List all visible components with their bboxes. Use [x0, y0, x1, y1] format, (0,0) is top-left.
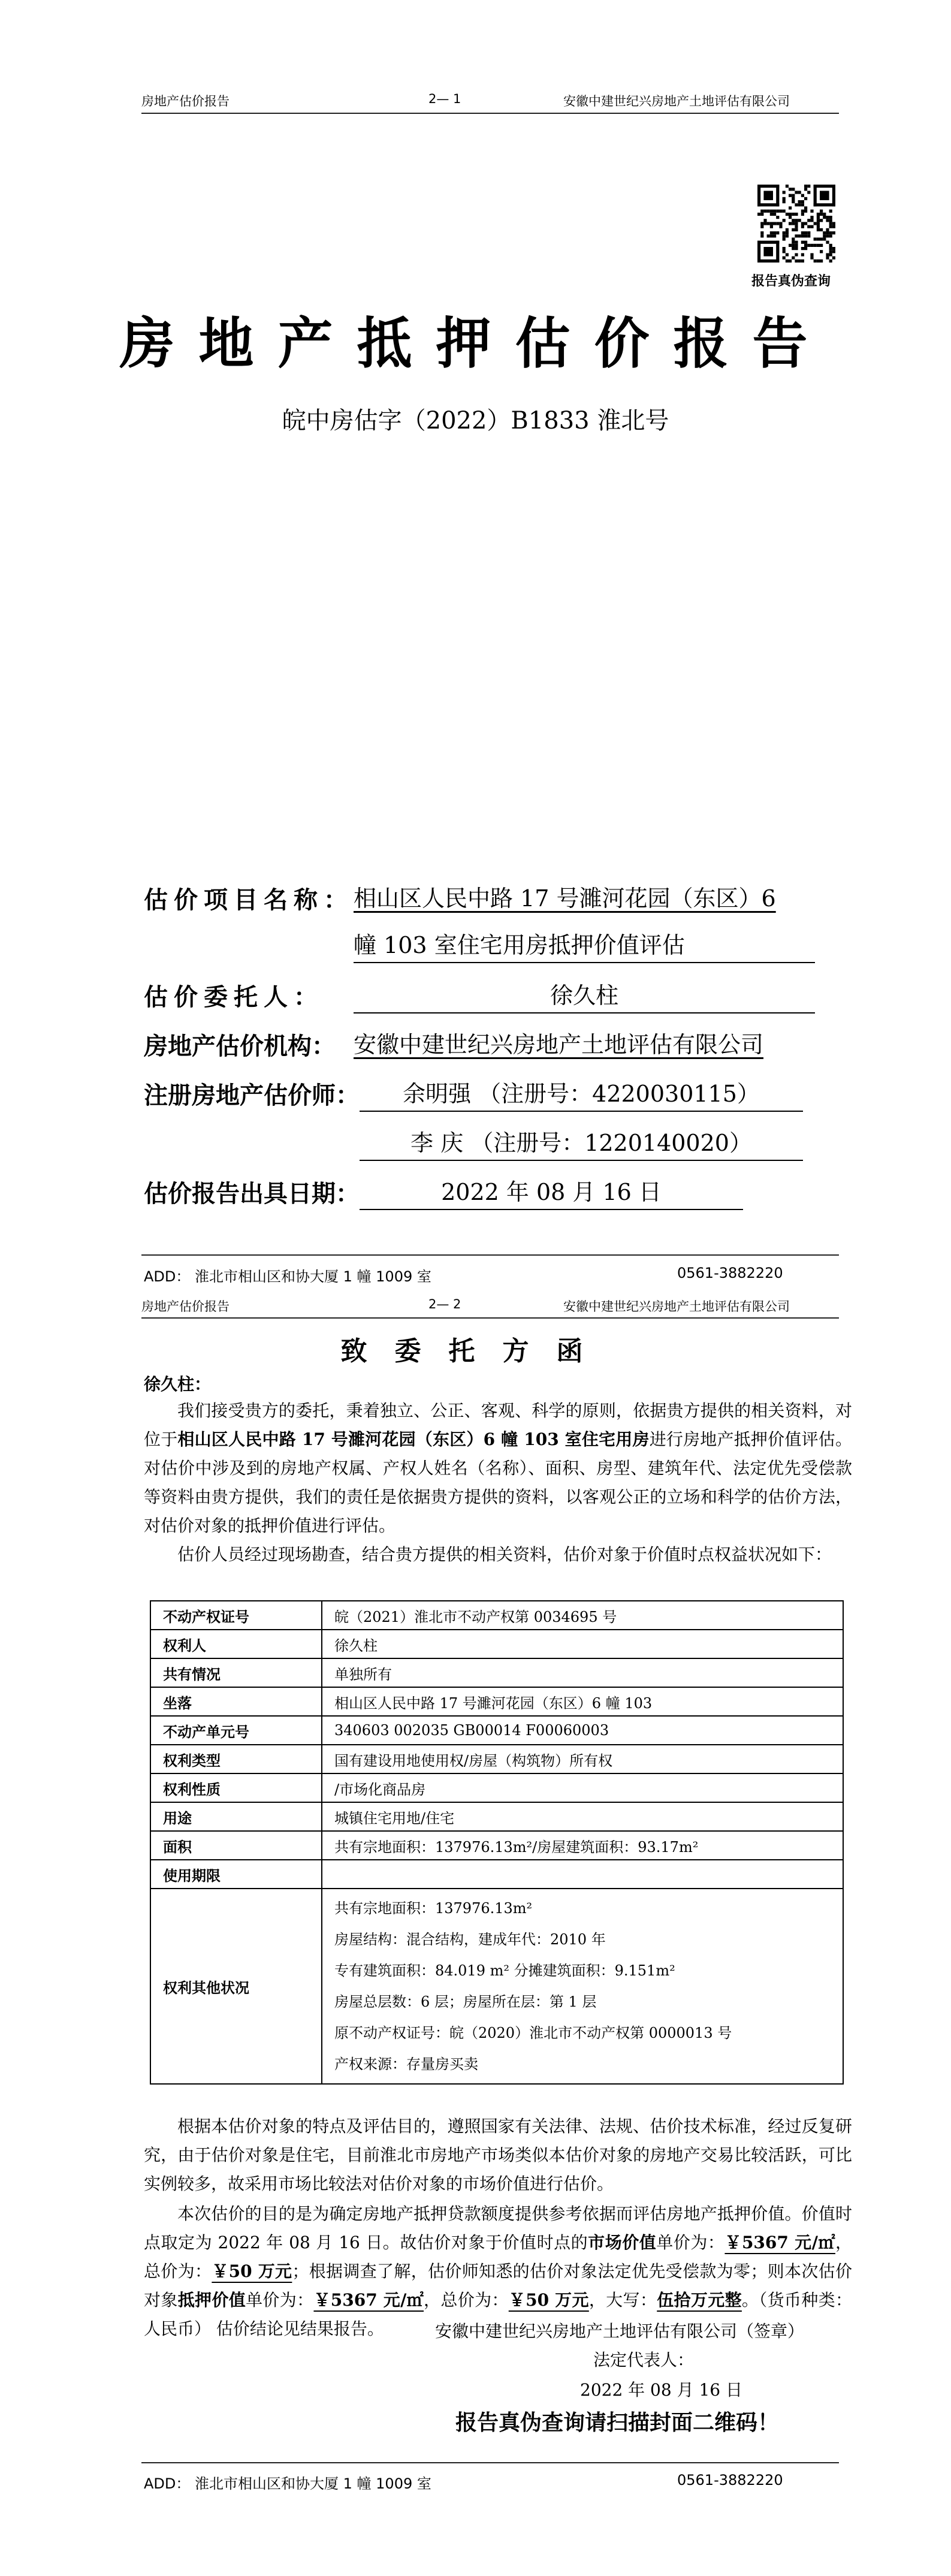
table-row	[150, 1687, 843, 1716]
table-value: 徐久柱	[322, 1630, 843, 1658]
table-value: /市场化商品房	[322, 1773, 843, 1802]
page2-header-rule	[141, 1317, 839, 1319]
page2-footer-address: ADD： 淮北市相山区和协大厦 1 幢 1009 室	[144, 2475, 431, 2492]
other-status-line: 房屋总层数：6 层；房屋所在层：第 1 层	[334, 1993, 597, 2010]
qr-code	[757, 185, 835, 265]
paragraph-3: 根据本估价对象的特点及评估目的，遵照国家有关法律、法规、估价技术标准，经过反复研究，由于估价对象是住宅，目前淮北市房地产市场类似本估价对象的房地产交易比较活跃，可比实例较多，故采用市场比较法对估价对象的市场价值进行估价。	[144, 2116, 852, 2194]
paragraph-1	[144, 1396, 852, 1540]
page1-footer-rule	[141, 1254, 839, 1256]
table-row	[150, 1831, 843, 1860]
table-row	[150, 1860, 843, 1889]
report-title: 房地产抵押估价报告	[119, 311, 832, 376]
table-value: 340603 002035 GB00014 F00060003	[322, 1716, 843, 1745]
qr-verification-note: 报告真伪查询请扫描封面二维码！	[455, 2410, 780, 2435]
client-value: 徐久柱	[354, 977, 815, 1013]
mortgage-value-label: 抵押价值	[177, 2290, 246, 2310]
rights-table	[150, 1600, 844, 2085]
table-key: 权利性质	[150, 1773, 322, 1802]
table-key: 权利类型	[150, 1745, 322, 1773]
p4-g: ，总价为：	[424, 2290, 509, 2310]
appraiser-2: 李 庆 （注册号：1220140020）	[360, 1124, 803, 1161]
other-status-line: 共有宗地面积：137976.13m²	[334, 1900, 533, 1917]
page2-header-left: 房地产估价报告	[141, 1299, 230, 1314]
paragraph-2: 估价人员经过现场勘查，结合贵方提供的相关资料，估价对象于价值时点权益状况如下：	[177, 1545, 832, 1564]
p4-i: 。（货币种类：人民币） 估价结论见结果报告。	[144, 2290, 852, 2339]
table-key: 用途	[150, 1802, 322, 1831]
table-key: 共有情况	[150, 1658, 322, 1687]
table-key: 不动产单元号	[150, 1716, 322, 1745]
signature-representative: 法定代表人：	[593, 2350, 695, 2370]
page2-footer-rule	[141, 2462, 839, 2463]
page1-header-page-number: 2— 1	[428, 92, 461, 106]
report-document-number: 皖中房估字（2022）B1833 淮北号	[282, 407, 669, 435]
page1-header-left: 房地产估价报告	[141, 94, 230, 108]
table-value	[322, 1860, 843, 1889]
other-status-line: 原不动产权证号：皖（2020）淮北市不动产权第 0000013 号	[334, 2025, 732, 2041]
p4-a: 本次估价的目的是为确定房地产抵押贷款额度提供参考依据而评估房地产抵押价值。价值时点取定为 2022 年 08 月 16 日。故估价对象于价值时点的	[144, 2204, 852, 2252]
table-value: 共有宗地面积：137976.13m²/房屋建筑面积：93.17m²	[322, 1831, 843, 1860]
agency-value: 安徽中建世纪兴房地产土地评估有限公司	[354, 1031, 764, 1058]
other-status-line: 专有建筑面积：84.019 m² 分摊建筑面积：9.151m²	[334, 1962, 675, 1979]
page2-header-right: 安徽中建世纪兴房地产土地评估有限公司	[563, 1299, 790, 1314]
table-row	[150, 1745, 843, 1773]
table-row	[150, 1601, 843, 1630]
table-row	[150, 1802, 843, 1831]
table-value: 单独所有	[322, 1658, 843, 1687]
market-total-price: ￥50 万元	[212, 2261, 292, 2281]
other-status-line: 产权来源：存量房买卖	[334, 2056, 478, 2073]
table-key: 使用期限	[150, 1860, 322, 1889]
p4-f: 单价为：	[246, 2290, 314, 2310]
table-row	[150, 1773, 843, 1802]
table-key: 面积	[150, 1831, 322, 1860]
agency-label: 房地产估价机构：	[144, 1032, 336, 1060]
page2-footer-phone: 0561-3882220	[677, 2472, 783, 2488]
p4-d: ，总价为：	[144, 2233, 852, 2281]
paragraph-1-b: 进行房地产抵押价值评估。对估价中涉及到的房地产权属、产权人姓名（名称）、面积、房型、建筑年代、法定优先受偿款等资料由贵方提供，我们的责任是依据贵方提供的资料，以客观公正的立场和科学的估价方法，对估价对象的抵押价值进行评估。	[144, 1429, 852, 1536]
table-row-other-status	[150, 1889, 843, 2084]
table-key: 权利其他状况	[150, 1889, 322, 2084]
other-status-lines	[322, 1889, 843, 2084]
mortgage-total-uppercase: 伍拾万元整	[657, 2290, 742, 2310]
table-value: 皖（2021）淮北市不动产权第 0034695 号	[322, 1601, 843, 1630]
paragraph-1-a: 我们接受贵方的委托，秉着独立、公正、客观、科学的原则，依据贵方提供的相关资料，对位于	[144, 1401, 852, 1449]
qr-code-icon	[757, 185, 835, 263]
page1-footer-phone: 0561-3882220	[677, 1265, 783, 1281]
salutation: 徐久柱：	[144, 1374, 212, 1394]
qr-caption: 报告真伪查询	[751, 274, 831, 289]
table-value: 国有建设用地使用权/房屋（构筑物）所有权	[322, 1745, 843, 1773]
client-label: 估价委托人：	[144, 983, 324, 1011]
letter-title: 致委托方函	[340, 1336, 611, 1367]
table-value: 相山区人民中路 17 号濉河花园（东区）6 幢 103	[322, 1687, 843, 1716]
page2-header-page-number: 2— 2	[428, 1297, 461, 1311]
p4-e: ；根据调查了解，估价师知悉的估价对象法定优先受偿款为零；则本次估价对象	[144, 2261, 852, 2310]
table-row	[150, 1716, 843, 1745]
mortgage-total-price: ￥50 万元	[508, 2290, 589, 2310]
appraiser-1: 余明强 （注册号：4220030115）	[360, 1075, 803, 1112]
signature-company: 安徽中建世纪兴房地产土地评估有限公司（签章）	[435, 2321, 805, 2341]
p4-h: ，大写：	[588, 2290, 657, 2310]
paragraph-1-property: 相山区人民中路 17 号濉河花园（东区）6 幢 103 室住宅用房	[177, 1429, 650, 1449]
table-row	[150, 1630, 843, 1658]
page1-header-rule	[141, 113, 839, 114]
table-value: 城镇住宅用地/住宅	[322, 1802, 843, 1831]
appraiser-label: 注册房地产估价师：	[144, 1081, 360, 1109]
mortgage-unit-price: ￥5367 元/㎡	[313, 2290, 424, 2310]
table-key: 不动产权证号	[150, 1601, 322, 1630]
market-value-label: 市场价值	[588, 2233, 657, 2252]
page1-header-right: 安徽中建世纪兴房地产土地评估有限公司	[563, 94, 790, 108]
project-name-line2: 幢 103 室住宅用房抵押价值评估	[354, 927, 815, 963]
market-unit-price: ￥5367 元/㎡	[724, 2233, 835, 2252]
table-key: 坐落	[150, 1687, 322, 1716]
project-name-line1: 相山区人民中路 17 号濉河花园（东区）6	[354, 885, 776, 912]
signature-date: 2022 年 08 月 16 日	[580, 2380, 743, 2400]
issue-date-label: 估价报告出具日期：	[144, 1180, 360, 1208]
table-key: 权利人	[150, 1630, 322, 1658]
other-status-line: 房屋结构：混合结构，建成年代：2010 年	[334, 1931, 606, 1948]
page1-footer-address: ADD： 淮北市相山区和协大厦 1 幢 1009 室	[144, 1268, 431, 1285]
issue-date-value: 2022 年 08 月 16 日	[360, 1174, 743, 1210]
project-name-label: 估价项目名称：	[144, 886, 354, 914]
p4-c: 单价为：	[656, 2233, 725, 2252]
table-row	[150, 1658, 843, 1687]
